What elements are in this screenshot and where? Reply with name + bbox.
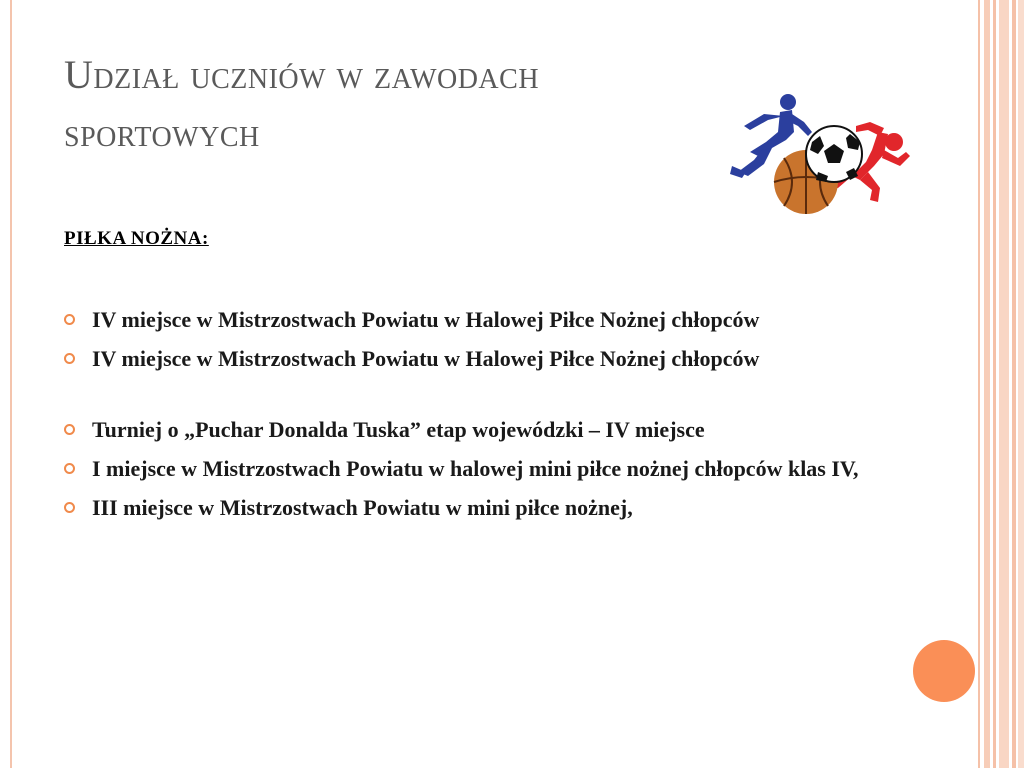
circle-bullet-icon — [64, 463, 75, 474]
list-item-text: IV miejsce w Mistrzostwach Powiatu w Halowej Piłce Nożnej chłopców — [92, 307, 760, 332]
right-border-stripe — [978, 0, 980, 768]
sports-clipart-icon — [728, 92, 912, 222]
section-subheading: PIŁKA NOŻNA: — [64, 228, 209, 249]
circle-bullet-icon — [64, 314, 75, 325]
right-border-stripe — [984, 0, 990, 768]
circle-bullet-icon — [64, 353, 75, 364]
list-item-text: III miejsce w Mistrzostwach Powiatu w mini piłce nożnej, — [92, 495, 633, 520]
list-item-text: I miejsce w Mistrzostwach Powiatu w halowej mini piłce nożnej chłopców klas IV, — [92, 456, 859, 481]
list-item — [62, 304, 902, 335]
list-item — [62, 414, 902, 445]
list-item — [62, 343, 902, 374]
right-border-stripe — [993, 0, 996, 768]
list-item-text: Turniej o „Puchar Donalda Tuska” etap wojewódzki – IV miejsce — [92, 417, 705, 442]
circle-bullet-icon — [64, 502, 75, 513]
right-border-stripe — [999, 0, 1009, 768]
title-line-2: sportowych — [64, 110, 260, 155]
results-list — [62, 304, 902, 531]
right-border-stripe — [1012, 0, 1016, 768]
slide-title — [64, 46, 724, 162]
list-item-text: IV miejsce w Mistrzostwach Powiatu w Halowej Piłce Nożnej chłopców — [92, 346, 760, 371]
list-item — [62, 492, 902, 523]
title-line-1: Udział uczniów w zawodach — [64, 52, 540, 97]
left-frame-line — [10, 0, 12, 768]
circle-bullet-icon — [64, 424, 75, 435]
orange-circle-icon — [913, 640, 975, 702]
list-item — [62, 453, 902, 484]
right-border-stripe — [1018, 0, 1024, 768]
